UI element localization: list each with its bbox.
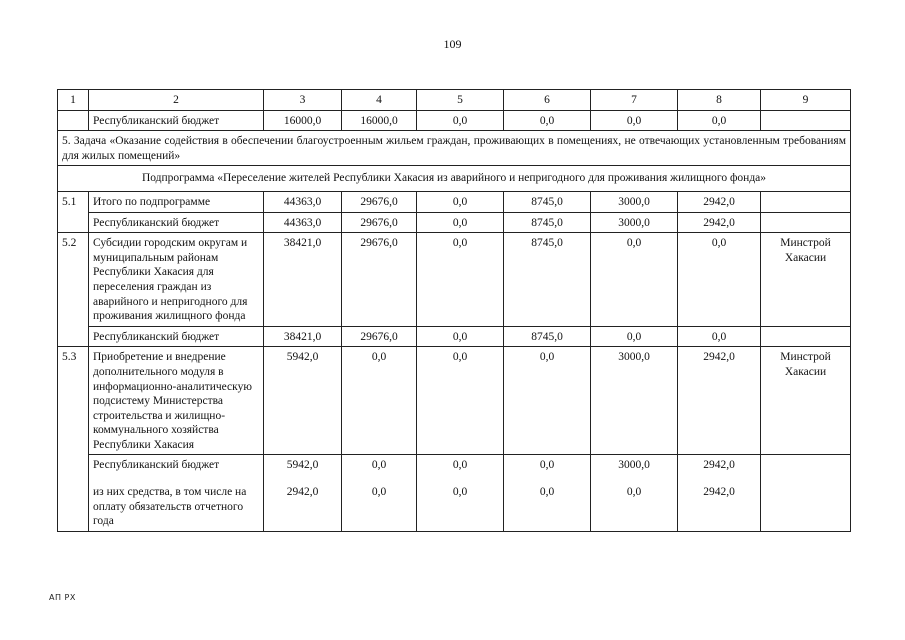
table-cell: 3000,0 <box>591 455 678 475</box>
table-cell: 29676,0 <box>342 191 417 212</box>
table-row <box>58 212 851 233</box>
table-cell: 2942,0 <box>264 475 342 531</box>
table-cell: 16000,0 <box>264 110 342 131</box>
header-cell: 9 <box>761 90 851 111</box>
table-row <box>58 110 851 131</box>
table-cell <box>761 212 851 233</box>
table-cell: 8745,0 <box>504 326 591 347</box>
table-row <box>58 233 851 327</box>
row-name: Приобретение и внедрение дополнительного модуля в информационно-аналитическую подсистему Министерства строительства и жилищно-коммунального хозяйства Республики Хакасия <box>89 347 264 455</box>
page-number: 109 <box>443 37 462 51</box>
table-cell: 0,0 <box>417 326 504 347</box>
table-cell: 38421,0 <box>264 233 342 327</box>
header-cell: 2 <box>89 90 264 111</box>
header-cell: 1 <box>58 90 89 111</box>
table-cell: 44363,0 <box>264 191 342 212</box>
table-cell: 0,0 <box>591 326 678 347</box>
row-name: Итого по подпрограмме <box>89 191 264 212</box>
table-cell: 5942,0 <box>264 347 342 455</box>
row-name: Республиканский бюджет <box>89 326 264 347</box>
header-cell: 3 <box>264 90 342 111</box>
table-cell: 3000,0 <box>591 212 678 233</box>
table-cell: 0,0 <box>417 455 504 475</box>
table-cell: 0,0 <box>591 475 678 531</box>
table-row <box>58 455 851 475</box>
row-name: Республиканский бюджет <box>89 212 264 233</box>
table-cell: 29676,0 <box>342 233 417 327</box>
table-cell: 3000,0 <box>591 347 678 455</box>
table-cell <box>761 475 851 531</box>
task-row <box>58 131 851 166</box>
table-cell: 8745,0 <box>504 191 591 212</box>
task-heading: 5. Задача «Оказание содействия в обеспечении благоустроенным жильем граждан, проживающих в помещениях, не отвечающих установленным требованиям для жилых помещений» <box>58 131 851 166</box>
table-cell: 0,0 <box>678 110 761 131</box>
table-cell: 0,0 <box>591 110 678 131</box>
table-cell: 0,0 <box>678 326 761 347</box>
row-name: Республиканский бюджет <box>89 110 264 131</box>
table-cell: 16000,0 <box>342 110 417 131</box>
table-cell: 0,0 <box>417 110 504 131</box>
table-cell: 2942,0 <box>678 191 761 212</box>
responsible-cell: Минстрой Хакасии <box>761 347 851 455</box>
row-code: 5.2 <box>58 233 89 347</box>
table-row <box>58 475 851 531</box>
row-name: Субсидии городским округам и муниципальным районам Республики Хакасия для переселения граждан из аварийного и непригодного для проживания жилищного фонда <box>89 233 264 327</box>
row-code: 5.3 <box>58 347 89 532</box>
table-cell: 0,0 <box>504 475 591 531</box>
table-row <box>58 326 851 347</box>
table-cell: 2942,0 <box>678 212 761 233</box>
subprogram-heading: Подпрограмма «Переселение жителей Республики Хакасия из аварийного и непригодного для проживания жилищного фонда» <box>58 166 851 192</box>
table-cell: 44363,0 <box>264 212 342 233</box>
table-row <box>58 347 851 455</box>
header-cell: 8 <box>678 90 761 111</box>
table-cell: 3000,0 <box>591 191 678 212</box>
table-cell: 2942,0 <box>678 347 761 455</box>
row-name: Республиканский бюджет <box>89 455 264 475</box>
table-cell: 0,0 <box>417 191 504 212</box>
table-cell: 38421,0 <box>264 326 342 347</box>
table-cell: 0,0 <box>342 475 417 531</box>
table-cell: 0,0 <box>417 475 504 531</box>
subprogram-row <box>58 166 851 192</box>
table-cell: 0,0 <box>417 347 504 455</box>
header-row <box>58 90 851 111</box>
table-cell: 29676,0 <box>342 212 417 233</box>
header-cell: 4 <box>342 90 417 111</box>
table-cell: 8745,0 <box>504 233 591 327</box>
table-cell: 0,0 <box>342 455 417 475</box>
row-code: 5.1 <box>58 191 89 232</box>
table-cell: 0,0 <box>504 347 591 455</box>
table-cell: 8745,0 <box>504 212 591 233</box>
table-cell: 0,0 <box>417 233 504 327</box>
header-cell: 7 <box>591 90 678 111</box>
row-name: из них средства, в том числе на оплату обязательств отчетного года <box>89 475 264 531</box>
table-cell: 0,0 <box>504 110 591 131</box>
table-cell: 0,0 <box>342 347 417 455</box>
budget-table <box>57 89 851 532</box>
table-cell: 0,0 <box>591 233 678 327</box>
table-cell <box>761 455 851 475</box>
responsible-cell: Минстрой Хакасии <box>761 233 851 327</box>
table-cell <box>761 110 851 131</box>
header-cell: 5 <box>417 90 504 111</box>
table-cell: 5942,0 <box>264 455 342 475</box>
table-cell: 2942,0 <box>678 455 761 475</box>
table-cell: 29676,0 <box>342 326 417 347</box>
table-row <box>58 191 851 212</box>
header-cell: 6 <box>504 90 591 111</box>
table-cell <box>761 191 851 212</box>
footer-mark: АП РХ <box>49 593 76 602</box>
table-cell <box>761 326 851 347</box>
table-cell <box>58 110 89 131</box>
table-cell: 0,0 <box>678 233 761 327</box>
table-cell: 0,0 <box>504 455 591 475</box>
table-cell: 2942,0 <box>678 475 761 531</box>
table-cell: 0,0 <box>417 212 504 233</box>
